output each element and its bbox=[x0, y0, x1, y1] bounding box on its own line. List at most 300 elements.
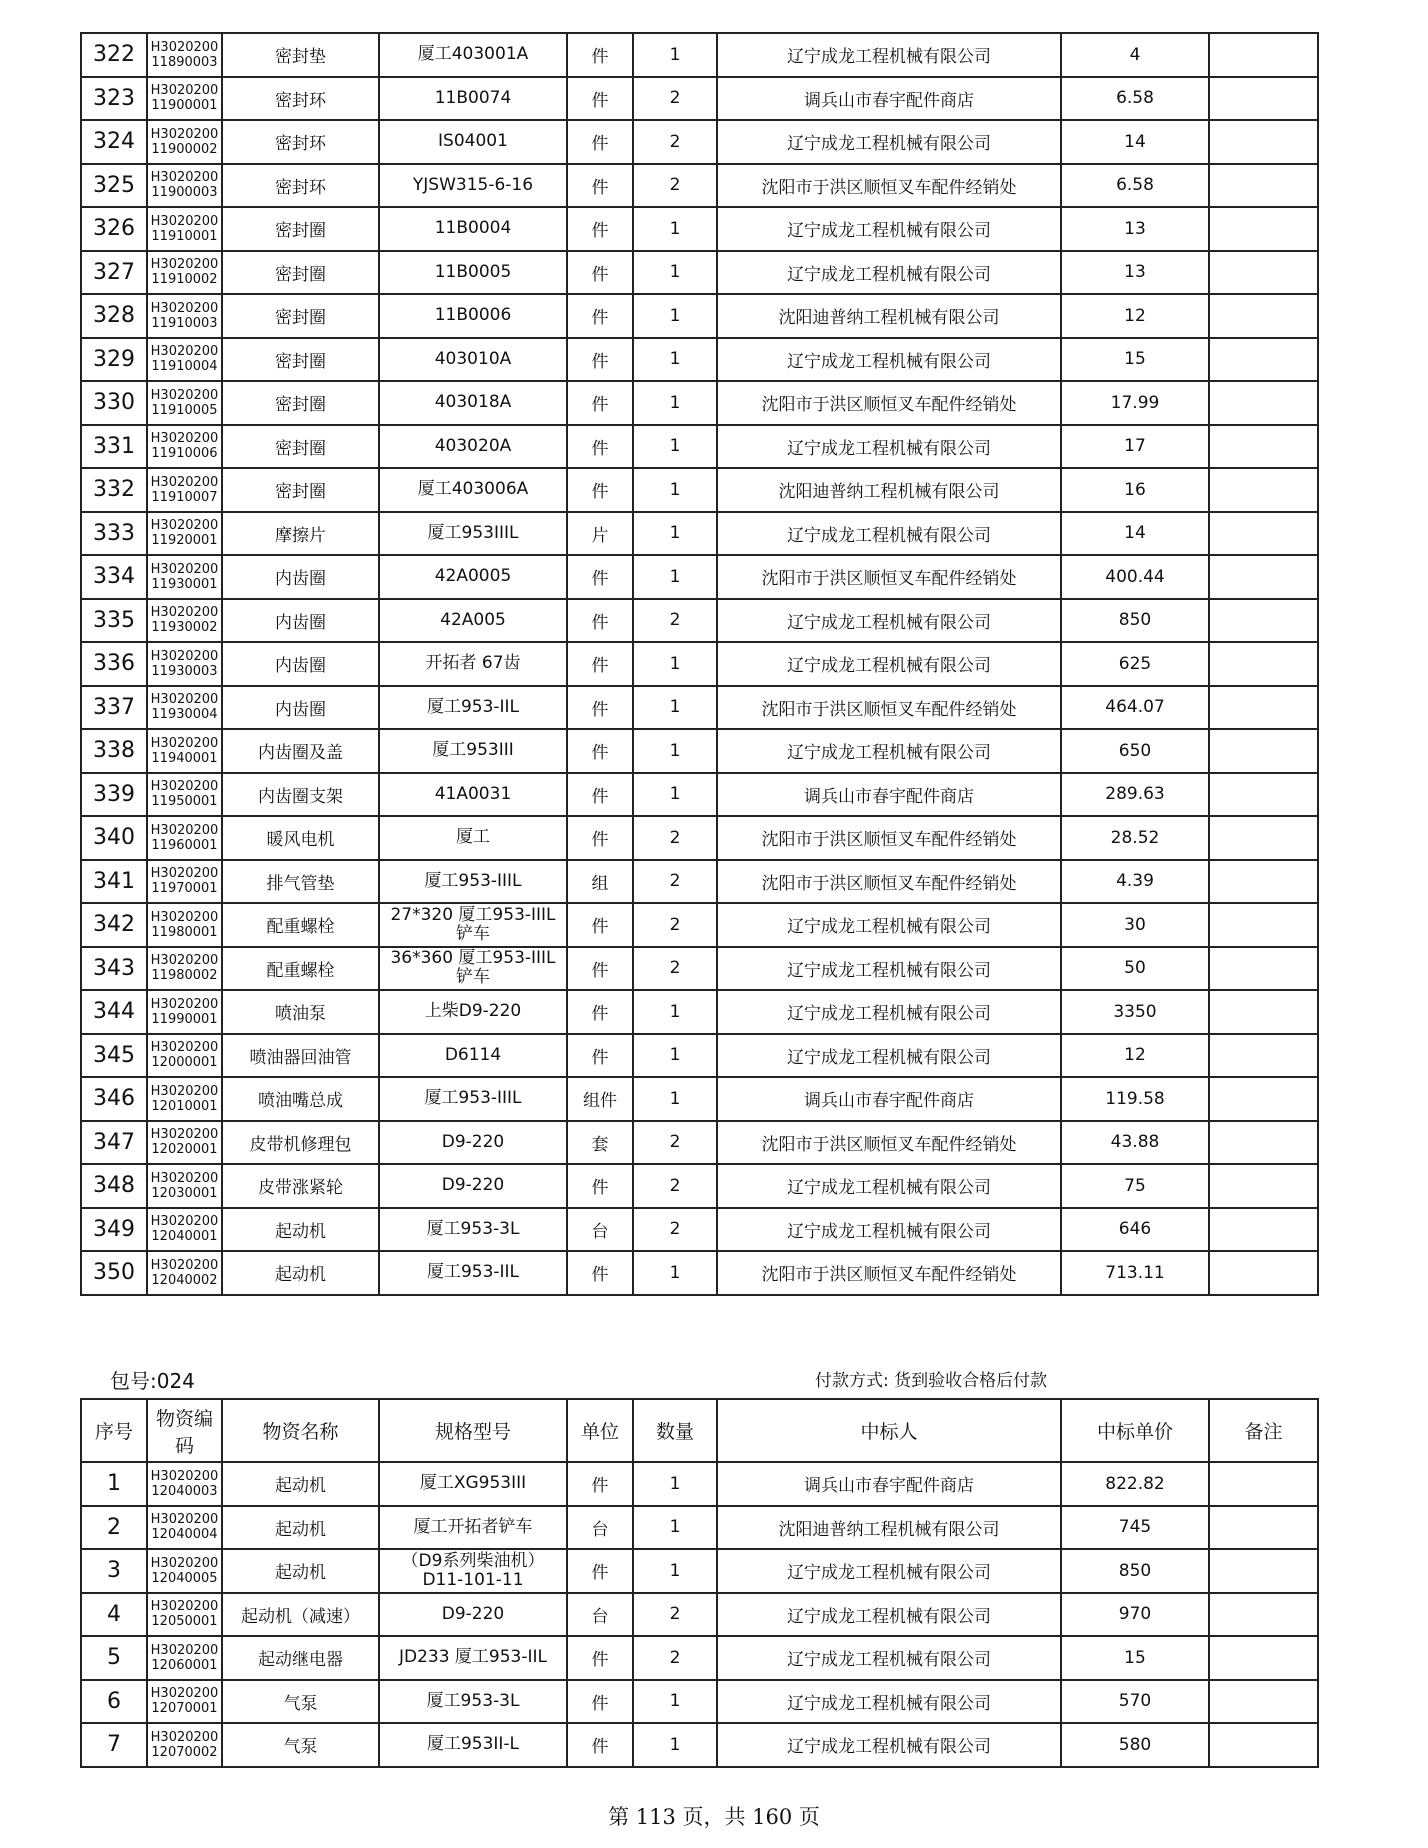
cell-spec: 厦工953IIIL bbox=[379, 512, 567, 556]
cell-note bbox=[1209, 860, 1318, 904]
cell-note bbox=[1209, 164, 1318, 208]
cell-seq: 348 bbox=[81, 1164, 147, 1208]
cell-spec: D6114 bbox=[379, 1034, 567, 1078]
cell-qty: 1 bbox=[633, 990, 717, 1034]
cell-spec: 厦工 bbox=[379, 816, 567, 860]
cell-winner: 调兵山市春宇配件商店 bbox=[717, 77, 1061, 121]
table-row bbox=[81, 164, 1318, 208]
table-row bbox=[81, 947, 1318, 991]
cell-qty: 2 bbox=[633, 120, 717, 164]
cell-price: 6.58 bbox=[1061, 164, 1209, 208]
cell-note bbox=[1209, 555, 1318, 599]
cell-unit: 台 bbox=[567, 1593, 633, 1637]
cell-name: 密封圈 bbox=[222, 207, 379, 251]
table2-body bbox=[81, 1462, 1318, 1767]
cell-winner: 辽宁成龙工程机械有限公司 bbox=[717, 1164, 1061, 1208]
cell-unit: 件 bbox=[567, 120, 633, 164]
cell-name: 密封环 bbox=[222, 164, 379, 208]
cell-note bbox=[1209, 338, 1318, 382]
header-code: 物资编码 bbox=[147, 1399, 222, 1462]
cell-name: 密封圈 bbox=[222, 251, 379, 295]
cell-unit: 件 bbox=[567, 33, 633, 77]
cell-unit: 组件 bbox=[567, 1077, 633, 1121]
cell-spec: 403018A bbox=[379, 381, 567, 425]
header-spec: 规格型号 bbox=[379, 1399, 567, 1462]
cell-name: 密封环 bbox=[222, 77, 379, 121]
cell-seq: 345 bbox=[81, 1034, 147, 1078]
cell-unit: 件 bbox=[567, 1723, 633, 1767]
cell-unit: 件 bbox=[567, 164, 633, 208]
cell-spec: 厦工953-IIIL bbox=[379, 860, 567, 904]
cell-unit: 片 bbox=[567, 512, 633, 556]
cell-unit: 件 bbox=[567, 294, 633, 338]
cell-seq: 326 bbox=[81, 207, 147, 251]
cell-qty: 1 bbox=[633, 1506, 717, 1550]
cell-seq: 339 bbox=[81, 773, 147, 817]
table-row bbox=[81, 77, 1318, 121]
bid-table-continued bbox=[80, 32, 1319, 1296]
table-row bbox=[81, 555, 1318, 599]
cell-qty: 2 bbox=[633, 1164, 717, 1208]
cell-price: 50 bbox=[1061, 947, 1209, 991]
cell-unit: 件 bbox=[567, 816, 633, 860]
table-row bbox=[81, 468, 1318, 512]
cell-unit: 件 bbox=[567, 947, 633, 991]
cell-spec: D9-220 bbox=[379, 1121, 567, 1165]
cell-spec: 27*320 厦工953-IIIL 铲车 bbox=[379, 903, 567, 947]
bid-table-package-024 bbox=[80, 1398, 1319, 1768]
cell-name: 内齿圈及盖 bbox=[222, 729, 379, 773]
cell-spec: 厦工403006A bbox=[379, 468, 567, 512]
cell-qty: 1 bbox=[633, 686, 717, 730]
cell-price: 30 bbox=[1061, 903, 1209, 947]
cell-unit: 件 bbox=[567, 468, 633, 512]
cell-qty: 2 bbox=[633, 599, 717, 643]
table-row bbox=[81, 1208, 1318, 1252]
cell-code: H3020200 11980001 bbox=[147, 903, 222, 947]
cell-spec: 厦工953-IIIL bbox=[379, 1077, 567, 1121]
cell-qty: 1 bbox=[633, 1723, 717, 1767]
cell-qty: 1 bbox=[633, 1034, 717, 1078]
cell-qty: 1 bbox=[633, 338, 717, 382]
cell-qty: 1 bbox=[633, 251, 717, 295]
cell-note bbox=[1209, 1251, 1318, 1295]
cell-unit: 件 bbox=[567, 686, 633, 730]
cell-unit: 套 bbox=[567, 1121, 633, 1165]
cell-price: 3350 bbox=[1061, 990, 1209, 1034]
cell-note bbox=[1209, 599, 1318, 643]
cell-unit: 件 bbox=[567, 1164, 633, 1208]
cell-price: 12 bbox=[1061, 294, 1209, 338]
cell-code: H3020200 12040002 bbox=[147, 1251, 222, 1295]
cell-price: 13 bbox=[1061, 251, 1209, 295]
cell-code: H3020200 11930003 bbox=[147, 642, 222, 686]
cell-code: H3020200 11920001 bbox=[147, 512, 222, 556]
cell-seq: 344 bbox=[81, 990, 147, 1034]
cell-price: 4 bbox=[1061, 33, 1209, 77]
header-qty: 数量 bbox=[633, 1399, 717, 1462]
table-row bbox=[81, 1506, 1318, 1550]
cell-name: 起动机 bbox=[222, 1506, 379, 1550]
cell-seq: 341 bbox=[81, 860, 147, 904]
cell-winner: 辽宁成龙工程机械有限公司 bbox=[717, 120, 1061, 164]
cell-price: 625 bbox=[1061, 642, 1209, 686]
cell-unit: 件 bbox=[567, 1680, 633, 1724]
cell-code: H3020200 12010001 bbox=[147, 1077, 222, 1121]
cell-code: H3020200 12020001 bbox=[147, 1121, 222, 1165]
cell-code: H3020200 12070001 bbox=[147, 1680, 222, 1724]
cell-qty: 2 bbox=[633, 860, 717, 904]
cell-price: 289.63 bbox=[1061, 773, 1209, 817]
cell-spec: D9-220 bbox=[379, 1164, 567, 1208]
cell-name: 内齿圈 bbox=[222, 686, 379, 730]
header-winner: 中标人 bbox=[717, 1399, 1061, 1462]
cell-code: H3020200 12000001 bbox=[147, 1034, 222, 1078]
cell-winner: 辽宁成龙工程机械有限公司 bbox=[717, 729, 1061, 773]
cell-name: 密封圈 bbox=[222, 468, 379, 512]
cell-price: 970 bbox=[1061, 1593, 1209, 1637]
cell-winner: 沈阳市于洪区顺恒叉车配件经销处 bbox=[717, 686, 1061, 730]
cell-spec: YJSW315-6-16 bbox=[379, 164, 567, 208]
cell-seq: 323 bbox=[81, 77, 147, 121]
cell-price: 580 bbox=[1061, 1723, 1209, 1767]
cell-seq: 324 bbox=[81, 120, 147, 164]
cell-unit: 件 bbox=[567, 425, 633, 469]
cell-winner: 辽宁成龙工程机械有限公司 bbox=[717, 425, 1061, 469]
cell-seq: 336 bbox=[81, 642, 147, 686]
cell-qty: 1 bbox=[633, 207, 717, 251]
cell-note bbox=[1209, 1723, 1318, 1767]
header-price: 中标单价 bbox=[1061, 1399, 1209, 1462]
cell-name: 喷油泵 bbox=[222, 990, 379, 1034]
table-row bbox=[81, 1723, 1318, 1767]
cell-seq: 7 bbox=[81, 1723, 147, 1767]
table-row bbox=[81, 1077, 1318, 1121]
cell-name: 起动机 bbox=[222, 1462, 379, 1506]
cell-winner: 辽宁成龙工程机械有限公司 bbox=[717, 251, 1061, 295]
cell-seq: 325 bbox=[81, 164, 147, 208]
cell-note bbox=[1209, 642, 1318, 686]
cell-qty: 2 bbox=[633, 903, 717, 947]
cell-winner: 沈阳迪普纳工程机械有限公司 bbox=[717, 468, 1061, 512]
header-name: 物资名称 bbox=[222, 1399, 379, 1462]
cell-seq: 6 bbox=[81, 1680, 147, 1724]
cell-price: 745 bbox=[1061, 1506, 1209, 1550]
cell-code: H3020200 11890003 bbox=[147, 33, 222, 77]
cell-unit: 件 bbox=[567, 338, 633, 382]
cell-name: 起动机 bbox=[222, 1549, 379, 1593]
cell-note bbox=[1209, 1549, 1318, 1593]
table-row bbox=[81, 729, 1318, 773]
cell-qty: 2 bbox=[633, 77, 717, 121]
cell-note bbox=[1209, 1121, 1318, 1165]
cell-name: 喷油器回油管 bbox=[222, 1034, 379, 1078]
cell-spec: 11B0074 bbox=[379, 77, 567, 121]
table-row bbox=[81, 816, 1318, 860]
cell-name: 起动继电器 bbox=[222, 1636, 379, 1680]
cell-qty: 1 bbox=[633, 468, 717, 512]
cell-qty: 1 bbox=[633, 381, 717, 425]
cell-price: 28.52 bbox=[1061, 816, 1209, 860]
cell-code: H3020200 11930004 bbox=[147, 686, 222, 730]
table-row bbox=[81, 1462, 1318, 1506]
cell-qty: 1 bbox=[633, 512, 717, 556]
cell-winner: 辽宁成龙工程机械有限公司 bbox=[717, 512, 1061, 556]
table-row bbox=[81, 251, 1318, 295]
cell-winner: 辽宁成龙工程机械有限公司 bbox=[717, 990, 1061, 1034]
cell-spec: 厦工953III bbox=[379, 729, 567, 773]
cell-spec: 11B0006 bbox=[379, 294, 567, 338]
table-row bbox=[81, 1636, 1318, 1680]
cell-spec: 36*360 厦工953-IIIL 铲车 bbox=[379, 947, 567, 991]
cell-price: 75 bbox=[1061, 1164, 1209, 1208]
table-row bbox=[81, 990, 1318, 1034]
cell-name: 皮带涨紧轮 bbox=[222, 1164, 379, 1208]
cell-spec: 厦工953II-L bbox=[379, 1723, 567, 1767]
cell-name: 密封圈 bbox=[222, 381, 379, 425]
cell-qty: 1 bbox=[633, 773, 717, 817]
table-row bbox=[81, 686, 1318, 730]
cell-spec: 42A005 bbox=[379, 599, 567, 643]
cell-code: H3020200 11910006 bbox=[147, 425, 222, 469]
cell-code: H3020200 11930002 bbox=[147, 599, 222, 643]
cell-spec: IS04001 bbox=[379, 120, 567, 164]
cell-unit: 件 bbox=[567, 729, 633, 773]
cell-winner: 辽宁成龙工程机械有限公司 bbox=[717, 33, 1061, 77]
cell-name: 皮带机修理包 bbox=[222, 1121, 379, 1165]
package-number: 包号:024 bbox=[110, 1369, 195, 1393]
cell-unit: 台 bbox=[567, 1208, 633, 1252]
cell-unit: 件 bbox=[567, 1462, 633, 1506]
cell-name: 内齿圈 bbox=[222, 555, 379, 599]
cell-unit: 件 bbox=[567, 251, 633, 295]
cell-code: H3020200 11930001 bbox=[147, 555, 222, 599]
cell-seq: 1 bbox=[81, 1462, 147, 1506]
table-row bbox=[81, 294, 1318, 338]
cell-seq: 333 bbox=[81, 512, 147, 556]
cell-qty: 1 bbox=[633, 1549, 717, 1593]
cell-spec: 11B0005 bbox=[379, 251, 567, 295]
cell-winner: 调兵山市春宇配件商店 bbox=[717, 773, 1061, 817]
cell-note bbox=[1209, 294, 1318, 338]
cell-qty: 1 bbox=[633, 555, 717, 599]
cell-code: H3020200 12040004 bbox=[147, 1506, 222, 1550]
page-footer: 第 113 页，共 160 页 bbox=[608, 1805, 820, 1829]
cell-note bbox=[1209, 773, 1318, 817]
cell-note bbox=[1209, 251, 1318, 295]
cell-code: H3020200 11940001 bbox=[147, 729, 222, 773]
cell-name: 气泵 bbox=[222, 1680, 379, 1724]
cell-spec: 厦工XG953III bbox=[379, 1462, 567, 1506]
cell-code: H3020200 12050001 bbox=[147, 1593, 222, 1637]
cell-seq: 347 bbox=[81, 1121, 147, 1165]
cell-winner: 沈阳市于洪区顺恒叉车配件经销处 bbox=[717, 816, 1061, 860]
cell-seq: 322 bbox=[81, 33, 147, 77]
cell-seq: 332 bbox=[81, 468, 147, 512]
table-row bbox=[81, 1251, 1318, 1295]
cell-note bbox=[1209, 1636, 1318, 1680]
cell-spec: 厦工953-3L bbox=[379, 1680, 567, 1724]
cell-price: 14 bbox=[1061, 512, 1209, 556]
cell-unit: 件 bbox=[567, 77, 633, 121]
cell-code: H3020200 12040001 bbox=[147, 1208, 222, 1252]
cell-code: H3020200 11960001 bbox=[147, 816, 222, 860]
cell-note bbox=[1209, 425, 1318, 469]
table-row bbox=[81, 599, 1318, 643]
cell-seq: 330 bbox=[81, 381, 147, 425]
header-note: 备注 bbox=[1209, 1399, 1318, 1462]
cell-name: 内齿圈支架 bbox=[222, 773, 379, 817]
cell-note bbox=[1209, 381, 1318, 425]
cell-unit: 件 bbox=[567, 207, 633, 251]
cell-winner: 辽宁成龙工程机械有限公司 bbox=[717, 1636, 1061, 1680]
cell-qty: 2 bbox=[633, 1593, 717, 1637]
cell-note bbox=[1209, 77, 1318, 121]
cell-qty: 1 bbox=[633, 1462, 717, 1506]
cell-name: 喷油嘴总成 bbox=[222, 1077, 379, 1121]
cell-code: H3020200 11910005 bbox=[147, 381, 222, 425]
cell-qty: 2 bbox=[633, 947, 717, 991]
cell-note bbox=[1209, 947, 1318, 991]
table-row bbox=[81, 425, 1318, 469]
cell-seq: 334 bbox=[81, 555, 147, 599]
cell-price: 464.07 bbox=[1061, 686, 1209, 730]
cell-price: 6.58 bbox=[1061, 77, 1209, 121]
cell-seq: 2 bbox=[81, 1506, 147, 1550]
cell-note bbox=[1209, 903, 1318, 947]
cell-price: 12 bbox=[1061, 1034, 1209, 1078]
cell-unit: 件 bbox=[567, 903, 633, 947]
cell-qty: 1 bbox=[633, 1077, 717, 1121]
cell-note bbox=[1209, 1164, 1318, 1208]
cell-name: 配重螺栓 bbox=[222, 947, 379, 991]
cell-code: H3020200 11950001 bbox=[147, 773, 222, 817]
cell-code: H3020200 11900002 bbox=[147, 120, 222, 164]
cell-note bbox=[1209, 990, 1318, 1034]
cell-unit: 件 bbox=[567, 1636, 633, 1680]
cell-spec: D9-220 bbox=[379, 1593, 567, 1637]
table-row bbox=[81, 1034, 1318, 1078]
cell-code: H3020200 12060001 bbox=[147, 1636, 222, 1680]
cell-winner: 沈阳迪普纳工程机械有限公司 bbox=[717, 294, 1061, 338]
cell-spec: （D9系列柴油机） D11-101-11 bbox=[379, 1549, 567, 1593]
cell-note bbox=[1209, 729, 1318, 773]
cell-name: 气泵 bbox=[222, 1723, 379, 1767]
cell-seq: 329 bbox=[81, 338, 147, 382]
cell-winner: 辽宁成龙工程机械有限公司 bbox=[717, 338, 1061, 382]
cell-code: H3020200 12070002 bbox=[147, 1723, 222, 1767]
cell-seq: 340 bbox=[81, 816, 147, 860]
cell-name: 密封圈 bbox=[222, 338, 379, 382]
table-row bbox=[81, 338, 1318, 382]
cell-name: 起动机 bbox=[222, 1251, 379, 1295]
cell-seq: 342 bbox=[81, 903, 147, 947]
cell-name: 密封圈 bbox=[222, 425, 379, 469]
cell-name: 排气管垫 bbox=[222, 860, 379, 904]
cell-winner: 辽宁成龙工程机械有限公司 bbox=[717, 1208, 1061, 1252]
cell-winner: 辽宁成龙工程机械有限公司 bbox=[717, 599, 1061, 643]
cell-price: 17.99 bbox=[1061, 381, 1209, 425]
cell-winner: 调兵山市春宇配件商店 bbox=[717, 1462, 1061, 1506]
cell-spec: 403020A bbox=[379, 425, 567, 469]
cell-price: 713.11 bbox=[1061, 1251, 1209, 1295]
cell-winner: 辽宁成龙工程机械有限公司 bbox=[717, 1723, 1061, 1767]
cell-seq: 349 bbox=[81, 1208, 147, 1252]
payment-terms: 付款方式: 货到验收合格后付款 bbox=[815, 1371, 1048, 1391]
cell-seq: 343 bbox=[81, 947, 147, 991]
cell-note bbox=[1209, 512, 1318, 556]
cell-price: 15 bbox=[1061, 338, 1209, 382]
cell-price: 119.58 bbox=[1061, 1077, 1209, 1121]
table-row bbox=[81, 1549, 1318, 1593]
cell-price: 17 bbox=[1061, 425, 1209, 469]
table-row bbox=[81, 1121, 1318, 1165]
cell-spec: 厦工953-IIL bbox=[379, 686, 567, 730]
cell-spec: 上柴D9-220 bbox=[379, 990, 567, 1034]
table-row bbox=[81, 120, 1318, 164]
cell-spec: 403010A bbox=[379, 338, 567, 382]
cell-note bbox=[1209, 1034, 1318, 1078]
cell-unit: 件 bbox=[567, 555, 633, 599]
cell-code: H3020200 12030001 bbox=[147, 1164, 222, 1208]
cell-code: H3020200 11900003 bbox=[147, 164, 222, 208]
cell-qty: 1 bbox=[633, 1251, 717, 1295]
cell-price: 850 bbox=[1061, 599, 1209, 643]
cell-winner: 沈阳市于洪区顺恒叉车配件经销处 bbox=[717, 164, 1061, 208]
cell-winner: 调兵山市春宇配件商店 bbox=[717, 1077, 1061, 1121]
cell-name: 起动机（减速） bbox=[222, 1593, 379, 1637]
cell-price: 400.44 bbox=[1061, 555, 1209, 599]
cell-seq: 346 bbox=[81, 1077, 147, 1121]
cell-note bbox=[1209, 468, 1318, 512]
table-row bbox=[81, 1593, 1318, 1637]
table-row bbox=[81, 381, 1318, 425]
cell-price: 43.88 bbox=[1061, 1121, 1209, 1165]
cell-winner: 辽宁成龙工程机械有限公司 bbox=[717, 903, 1061, 947]
cell-note bbox=[1209, 33, 1318, 77]
cell-winner: 沈阳市于洪区顺恒叉车配件经销处 bbox=[717, 381, 1061, 425]
cell-name: 密封环 bbox=[222, 120, 379, 164]
cell-winner: 辽宁成龙工程机械有限公司 bbox=[717, 1680, 1061, 1724]
cell-winner: 辽宁成龙工程机械有限公司 bbox=[717, 947, 1061, 991]
cell-qty: 2 bbox=[633, 1208, 717, 1252]
cell-code: H3020200 11980002 bbox=[147, 947, 222, 991]
cell-unit: 件 bbox=[567, 1034, 633, 1078]
cell-note bbox=[1209, 816, 1318, 860]
cell-code: H3020200 11900001 bbox=[147, 77, 222, 121]
cell-price: 15 bbox=[1061, 1636, 1209, 1680]
cell-seq: 4 bbox=[81, 1593, 147, 1637]
table-row bbox=[81, 773, 1318, 817]
table-row bbox=[81, 207, 1318, 251]
cell-seq: 3 bbox=[81, 1549, 147, 1593]
cell-price: 13 bbox=[1061, 207, 1209, 251]
cell-unit: 件 bbox=[567, 1549, 633, 1593]
table-row bbox=[81, 512, 1318, 556]
cell-unit: 件 bbox=[567, 599, 633, 643]
cell-seq: 328 bbox=[81, 294, 147, 338]
cell-code: H3020200 11910007 bbox=[147, 468, 222, 512]
table-row bbox=[81, 1680, 1318, 1724]
cell-note bbox=[1209, 1077, 1318, 1121]
cell-code: H3020200 11990001 bbox=[147, 990, 222, 1034]
cell-name: 摩擦片 bbox=[222, 512, 379, 556]
cell-spec: JD233 厦工953-IIL bbox=[379, 1636, 567, 1680]
cell-qty: 1 bbox=[633, 642, 717, 686]
cell-price: 4.39 bbox=[1061, 860, 1209, 904]
table-row bbox=[81, 642, 1318, 686]
cell-unit: 件 bbox=[567, 381, 633, 425]
